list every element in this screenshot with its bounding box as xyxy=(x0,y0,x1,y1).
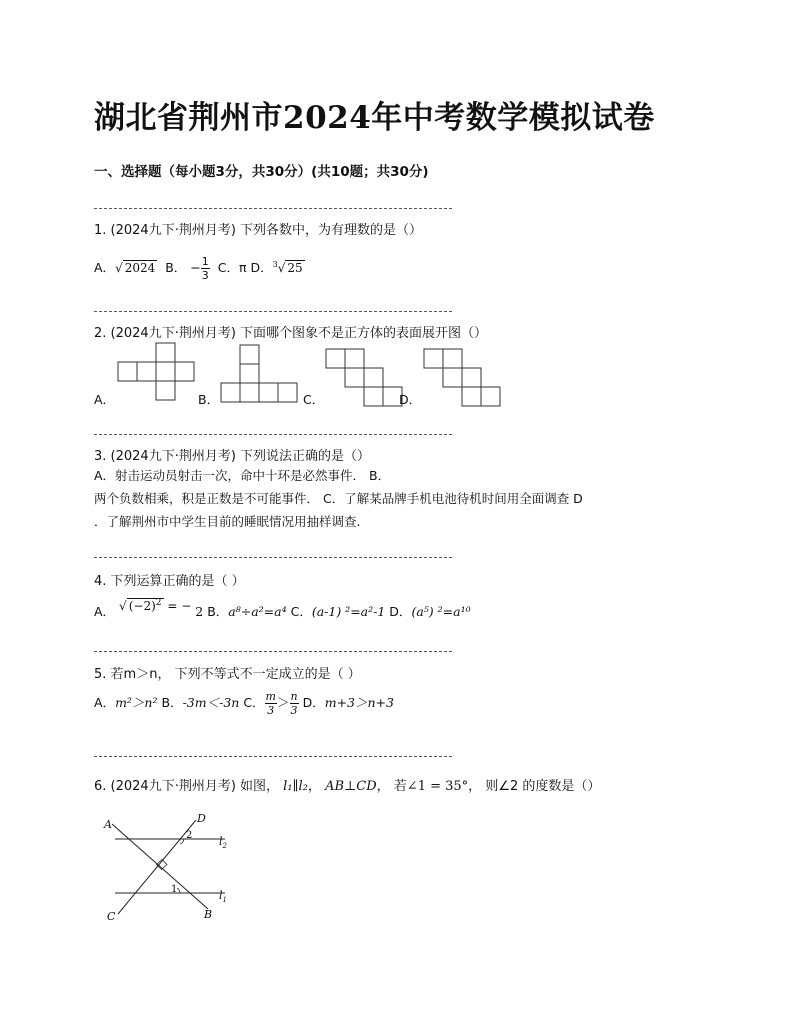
q3-stem: 3. (2024九下·荆州月考) 下列说法正确的是（） xyxy=(94,449,371,464)
q5-c-label: C． xyxy=(243,695,265,710)
q4-a-label: A． xyxy=(94,604,116,619)
q2-a-label: A． xyxy=(94,392,116,407)
q6-stem: 6. (2024九下·荆州月考) 如图， l₁∥l₂， AB⊥CD， 若∠1 = 35°， 则∠2 的度数是（） xyxy=(94,779,601,794)
q5-d-label: D． xyxy=(302,695,325,710)
label-c: C xyxy=(107,910,116,923)
q4-c-expr: (a-1) ²=a²-1 xyxy=(311,604,386,619)
divider xyxy=(94,311,452,312)
q2-d-label: D． xyxy=(399,392,422,407)
q5-a-expr: m²＞n² xyxy=(115,695,158,710)
q1-c-label: C．π xyxy=(217,260,247,275)
net-d xyxy=(424,349,500,406)
q1-options xyxy=(94,255,305,282)
q4-a-tail: 2 xyxy=(195,604,204,619)
q5-stem: 5. 若m＞n， 下列不等式不一定成立的是（ ） xyxy=(94,667,361,682)
net-b xyxy=(221,345,297,402)
q5-options xyxy=(94,690,394,717)
q4-b-label: B． xyxy=(207,604,229,619)
line-ab xyxy=(112,824,208,909)
label-a: A xyxy=(104,818,112,831)
q4-c-label: C． xyxy=(290,604,312,619)
angle1-arc xyxy=(177,888,180,893)
q3-line1: A．射击运动员射击一次，命中十环是必然事件． B． xyxy=(94,468,391,483)
q1-d-label: D． xyxy=(250,260,273,275)
q1-b-frac: $\frac{1}{3}$ xyxy=(201,255,209,282)
net-a xyxy=(118,343,194,400)
label-angle1: 1 xyxy=(171,884,178,895)
divider xyxy=(94,208,452,209)
divider xyxy=(94,434,452,435)
angle2-arc xyxy=(180,839,184,844)
q6-cond-perpendicular: AB⊥CD xyxy=(325,779,377,794)
q1-b-neg: − xyxy=(190,260,201,275)
line-cd xyxy=(118,820,196,914)
q4-d-expr: (a⁵) ²=a¹⁰ xyxy=(411,604,471,619)
q2-stem: 2. (2024九下·荆州月考) 下面哪个图象不是正方体的表面展开图（） xyxy=(94,326,488,341)
q1-a-label: A． xyxy=(94,260,116,275)
q3-line3: ．了解荆州市中学生目前的睡眠情况用抽样调查. xyxy=(94,514,361,529)
q1-d-cbrt: $^3$√ 25 xyxy=(272,260,303,275)
q2-b-label: B． xyxy=(198,392,220,407)
q1-stem: 1. (2024九下·荆州月考) 下列各数中，为有理数的是（） xyxy=(94,223,423,238)
label-l2: $l_2$ xyxy=(219,835,227,850)
divider xyxy=(94,756,452,757)
q6-cond-angle: ∠1 = 35° xyxy=(406,779,469,794)
q4-options xyxy=(94,598,471,620)
q4-a-sqrt: √ $(-2)^2$ = − xyxy=(119,598,192,613)
divider xyxy=(94,557,452,558)
q4-b-expr: a⁸÷a²=a⁴ xyxy=(228,604,287,619)
section-heading: 一、选择题（每小题3分，共30分）(共10题；共30分) xyxy=(94,164,429,180)
label-angle2: 2 xyxy=(186,830,193,841)
q5-d-expr: m+3＞n+3 xyxy=(324,695,394,710)
q1-a-sqrt: √ 2024 xyxy=(115,261,156,275)
q5-c-frac1: $\frac{m}{3}$ xyxy=(265,690,276,717)
label-b: B xyxy=(204,908,213,921)
q6-cond-parallel: l₁∥l₂ xyxy=(283,779,308,794)
label-d: D xyxy=(197,812,206,825)
q5-c-frac2: $\frac{n}{3}$ xyxy=(290,690,298,717)
q5-b-expr: -3m＜-3n xyxy=(182,695,240,710)
q6-figure xyxy=(100,812,240,927)
q2-c-label: C． xyxy=(303,392,325,407)
divider xyxy=(94,651,452,652)
q3-line2: 两个负数相乘，积是正数是不可能事件． C．了解某品牌手机电池待机时间用全面调查 D xyxy=(94,491,583,506)
q4-d-label: D． xyxy=(389,604,412,619)
q5-a-label: A． xyxy=(94,695,116,710)
q4-stem: 4. 下列运算正确的是（ ） xyxy=(94,574,245,589)
q1-b-label: B． xyxy=(165,260,187,275)
q5-c-gt: ＞ xyxy=(276,695,290,710)
q5-b-label: B． xyxy=(161,695,183,710)
net-c xyxy=(326,349,402,406)
label-l1: $l_1$ xyxy=(219,889,227,904)
page-title: 湖北省荆州市2024年中考数学模拟试卷 xyxy=(94,100,655,136)
